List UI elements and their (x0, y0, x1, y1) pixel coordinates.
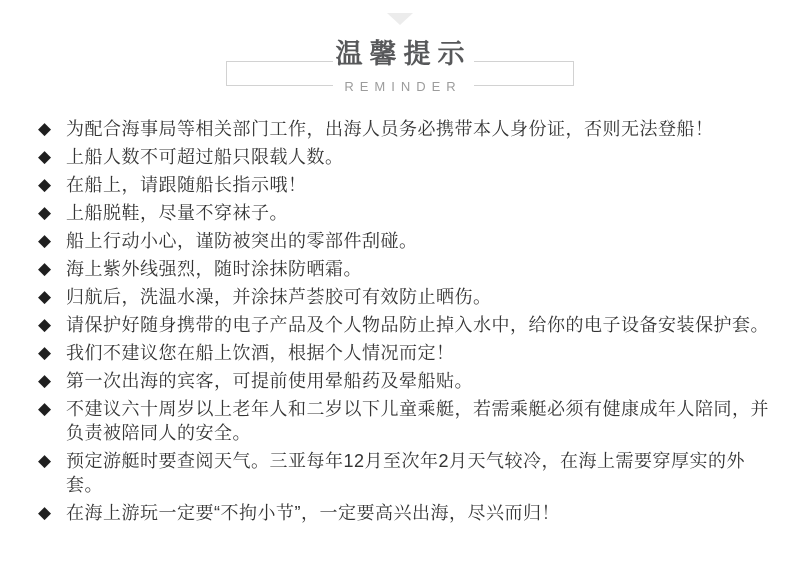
list-item (38, 501, 772, 525)
diamond-bullet-icon: ◆ (38, 315, 52, 334)
down-triangle-icon (387, 13, 413, 25)
list-item (38, 145, 772, 169)
diamond-bullet-icon: ◆ (38, 287, 52, 306)
page-title: 温馨提示 (335, 39, 472, 69)
list-item (38, 341, 772, 365)
diamond-bullet-icon: ◆ (38, 175, 52, 194)
notice-text: 归航后，洗温水澡，并涂抹芦荟胶可有效防止晒伤。 (66, 287, 492, 307)
page-subtitle: REMINDER (344, 79, 462, 94)
diamond-bullet-icon: ◆ (38, 343, 52, 362)
notice-text: 请保护好随身携带的电子产品及个人物品防止掉入水中，给你的电子设备安装保护套。 (66, 315, 769, 335)
diamond-bullet-icon: ◆ (38, 203, 52, 222)
list-item (38, 229, 772, 253)
list-item (38, 173, 772, 197)
list-item (38, 201, 772, 225)
notice-text: 上船脱鞋，尽量不穿袜子。 (66, 203, 288, 223)
diamond-bullet-icon: ◆ (38, 119, 52, 138)
notice-list (0, 117, 800, 525)
notice-text: 预定游艇时要查阅天气。三亚每年12月至次年2月天气较冷，在海上需要穿厚实的外套。 (66, 451, 746, 495)
diamond-bullet-icon: ◆ (38, 147, 52, 166)
list-item (38, 313, 772, 337)
list-item (38, 449, 772, 497)
list-item (38, 369, 772, 393)
notice-text: 船上行动小心，谨防被突出的零部件刮碰。 (66, 231, 418, 251)
diamond-bullet-icon: ◆ (38, 399, 52, 418)
diamond-bullet-icon: ◆ (38, 503, 52, 522)
notice-text: 我们不建议您在船上饮酒，根据个人情况而定！ (66, 343, 455, 363)
list-item (38, 285, 772, 309)
notice-text: 第一次出海的宾客，可提前使用晕船药及晕船贴。 (66, 371, 473, 391)
diamond-bullet-icon: ◆ (38, 259, 52, 278)
diamond-bullet-icon: ◆ (38, 451, 52, 470)
list-item (38, 397, 772, 445)
notice-text: 不建议六十周岁以上老年人和二岁以下儿童乘艇，若需乘艇必须有健康成年人陪同，并负责被陪同人的安全。 (66, 399, 769, 443)
header (226, 37, 574, 99)
notice-text: 在船上，请跟随船长指示哦！ (66, 175, 307, 195)
list-item (38, 117, 772, 141)
list-item (38, 257, 772, 281)
notice-text: 为配合海事局等相关部门工作，出海人员务必携带本人身份证，否则无法登船！ (66, 119, 714, 139)
diamond-bullet-icon: ◆ (38, 231, 52, 250)
notice-text: 海上紫外线强烈，随时涂抹防晒霜。 (66, 259, 362, 279)
notice-text: 在海上游玩一定要“不拘小节”，一定要高兴出海，尽兴而归！ (66, 503, 560, 523)
diamond-bullet-icon: ◆ (38, 371, 52, 390)
notice-text: 上船人数不可超过船只限载人数。 (66, 147, 344, 167)
